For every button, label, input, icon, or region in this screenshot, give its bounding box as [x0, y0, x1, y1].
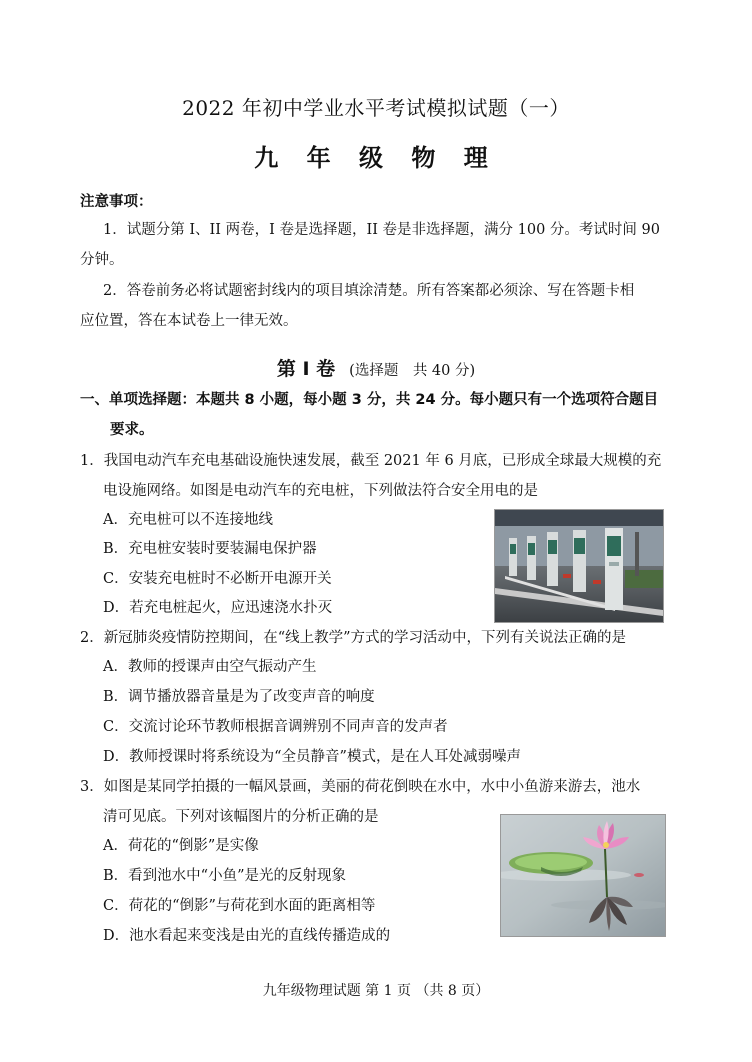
- subject-title: 九 年 级 物 理: [254, 144, 498, 172]
- lotus-photo: [500, 814, 666, 937]
- question-1-option-b: B．充电桩安装时要装漏电保护器: [103, 541, 317, 557]
- question-1-option-d: D．若充电桩起火，应迅速浇水扑灭: [103, 600, 333, 616]
- question-2-option-a: A．教师的授课声由空气振动产生: [103, 659, 317, 675]
- question-3-stem-line1: 3．如图是某同学拍摄的一幅风景画，美丽的荷花倒映在水中，水中小鱼游来游去，池水: [80, 779, 641, 795]
- notice-item-2-line2: 应位置，答在本试卷上一律无效。: [80, 313, 298, 329]
- section-subtitle: (选择题 共 40 分): [349, 363, 476, 379]
- question-3-option-a: A．荷花的“倒影”是实像: [103, 838, 259, 854]
- question-2-option-b: B．调节播放器音量是为了改变声音的响度: [103, 689, 375, 705]
- question-2-stem-line1: 2．新冠肺炎疫情防控期间，在“线上教学”方式的学习活动中，下列有关说法正确的是: [80, 630, 627, 646]
- notice-item-1-line1: 1．试题分第 I、II 两卷，I 卷是选择题，II 卷是非选择题，满分 100 分。考试时间 90: [103, 222, 660, 238]
- question-3-stem-line2: 清可见底。下列对该幅图片的分析正确的是: [103, 809, 379, 825]
- part1-instruction-line2: 要求。: [110, 422, 154, 438]
- notice-item-1-line2: 分钟。: [80, 252, 124, 268]
- page-footer: 九年级物理试题 第 1 页 （共 8 页）: [262, 983, 490, 999]
- question-3-option-b: B．看到池水中“小鱼”是光的反射现象: [103, 868, 346, 884]
- question-1-option-c: C．安装充电桩时不必断开电源开关: [103, 571, 332, 587]
- question-3-option-c: C．荷花的“倒影”与荷花到水面的距离相等: [103, 898, 376, 914]
- notice-item-2-line1: 2．答卷前务必将试题密封线内的项目填涂清楚。所有答案都必须涂、写在答题卡相: [103, 283, 635, 299]
- exam-title: 2022 年初中学业水平考试模拟试题（一）: [182, 96, 570, 120]
- section-heading: [0, 354, 752, 381]
- question-2-option-d: D．教师授课时将系统设为“全员静音”模式，是在人耳处减弱噪声: [103, 749, 521, 765]
- notice-heading: 注意事项：: [80, 194, 153, 210]
- question-1-stem-line1: 1．我国电动汽车充电基础设施快速发展，截至 2021 年 6 月底，已形成全球最大规模的充: [80, 453, 662, 469]
- part1-instruction-line1: 一、单项选择题：本题共 8 小题，每小题 3 分，共 24 分。每小题只有一个选项符合题目: [80, 392, 659, 408]
- question-1-option-a: A．充电桩可以不连接地线: [103, 512, 273, 528]
- question-2-option-c: C．交流讨论环节教师根据音调辨别不同声音的发声者: [103, 719, 448, 735]
- question-1-stem-line2: 电设施网络。如图是电动汽车的充电桩，下列做法符合安全用电的是: [103, 483, 538, 499]
- question-3-option-d: D．池水看起来变浅是由光的直线传播造成的: [103, 928, 391, 944]
- charging-pile-photo: [494, 509, 664, 623]
- section-title: 第 I 卷: [276, 358, 336, 380]
